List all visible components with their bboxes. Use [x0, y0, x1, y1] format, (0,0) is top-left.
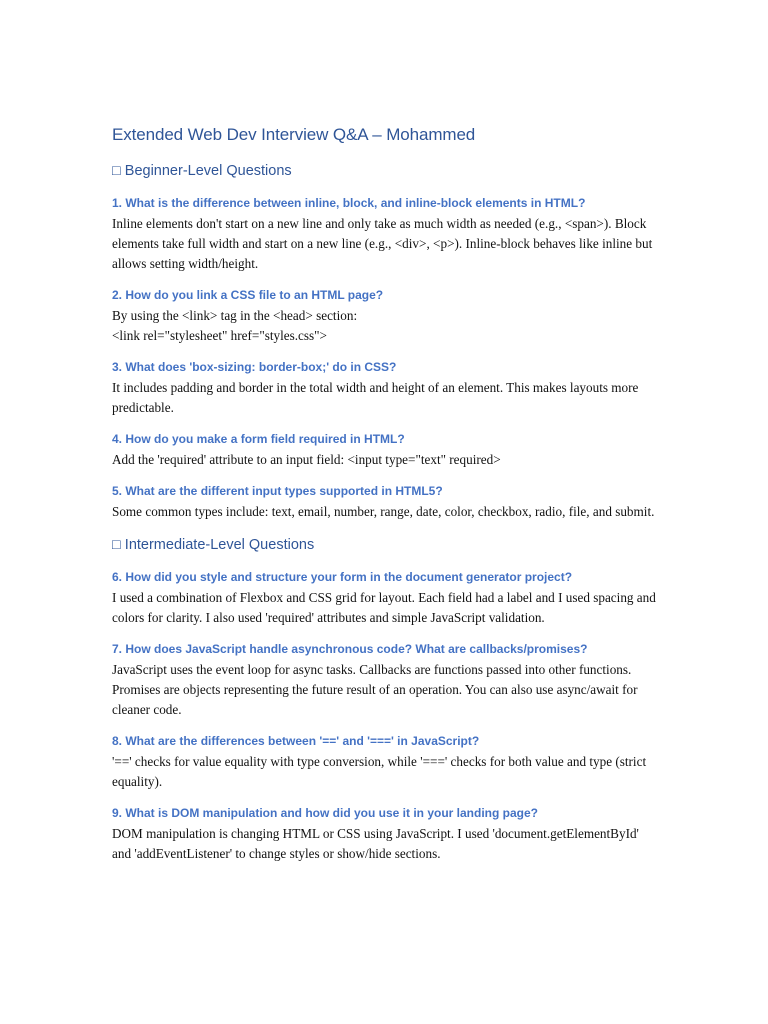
- question: 5. What are the different input types supported in HTML5?: [112, 484, 443, 498]
- qa-item: [112, 568, 658, 628]
- section-heading-intermediate: □ Intermediate-Level Questions: [112, 537, 315, 553]
- document-title: Extended Web Dev Interview Q&A – Mohammed: [112, 125, 476, 144]
- qa-item: [112, 194, 658, 274]
- section-heading-beginner: □ Beginner-Level Questions: [112, 163, 292, 179]
- question: 3. What does 'box-sizing: border-box;' do in CSS?: [112, 360, 397, 374]
- answer: By using the <link> tag in the <head> section: <link rel="stylesheet" href="styles.css">: [112, 308, 358, 343]
- qa-item: [112, 358, 658, 418]
- answer: '==' checks for value equality with type conversion, while '===' checks for both value and type (strict equality).: [112, 754, 647, 789]
- question: 1. What is the difference between inline, block, and inline-block elements in HTML?: [112, 196, 586, 210]
- answer: Inline elements don't start on a new line and only take as much width as needed (e.g., <span>). Block elements take full width and start on a new line (e.g., <div>, <p>). Inline-block behaves like inline but allows setting width/height.: [112, 216, 653, 271]
- qa-item: [112, 640, 658, 720]
- answer: I used a combination of Flexbox and CSS grid for layout. Each field had a label and I used spacing and colors for clarity. I also used 'required' attributes and simple JavaScript validation.: [112, 590, 656, 625]
- answer: It includes padding and border in the total width and height of an element. This makes layouts more predictable.: [112, 380, 639, 415]
- qa-item: [112, 482, 658, 522]
- question: 7. How does JavaScript handle asynchronous code? What are callbacks/promises?: [112, 642, 588, 656]
- answer: Some common types include: text, email, number, range, date, color, checkbox, radio, file, and submit.: [112, 504, 655, 519]
- qa-item: [112, 286, 658, 346]
- intermediate-section: [112, 534, 658, 864]
- qa-item: [112, 732, 658, 792]
- question: 4. How do you make a form field required in HTML?: [112, 432, 405, 446]
- question: 2. How do you link a CSS file to an HTML page?: [112, 288, 384, 302]
- question: 8. What are the differences between '==' and '===' in JavaScript?: [112, 734, 480, 748]
- question: 9. What is DOM manipulation and how did you use it in your landing page?: [112, 806, 539, 820]
- answer: Add the 'required' attribute to an input field: <input type="text" required>: [112, 452, 501, 467]
- qa-item: [112, 804, 658, 864]
- answer: JavaScript uses the event loop for async tasks. Callbacks are functions passed into other functions. Promises are objects representing the future result of an operation. You can also use async/await for cleaner code.: [112, 662, 638, 717]
- beginner-section: [112, 160, 658, 522]
- answer: DOM manipulation is changing HTML or CSS using JavaScript. I used 'document.getElementById' and 'addEventListener' to change styles or show/hide sections.: [112, 826, 639, 861]
- question: 6. How did you style and structure your form in the document generator project?: [112, 570, 573, 584]
- qa-item: [112, 430, 658, 470]
